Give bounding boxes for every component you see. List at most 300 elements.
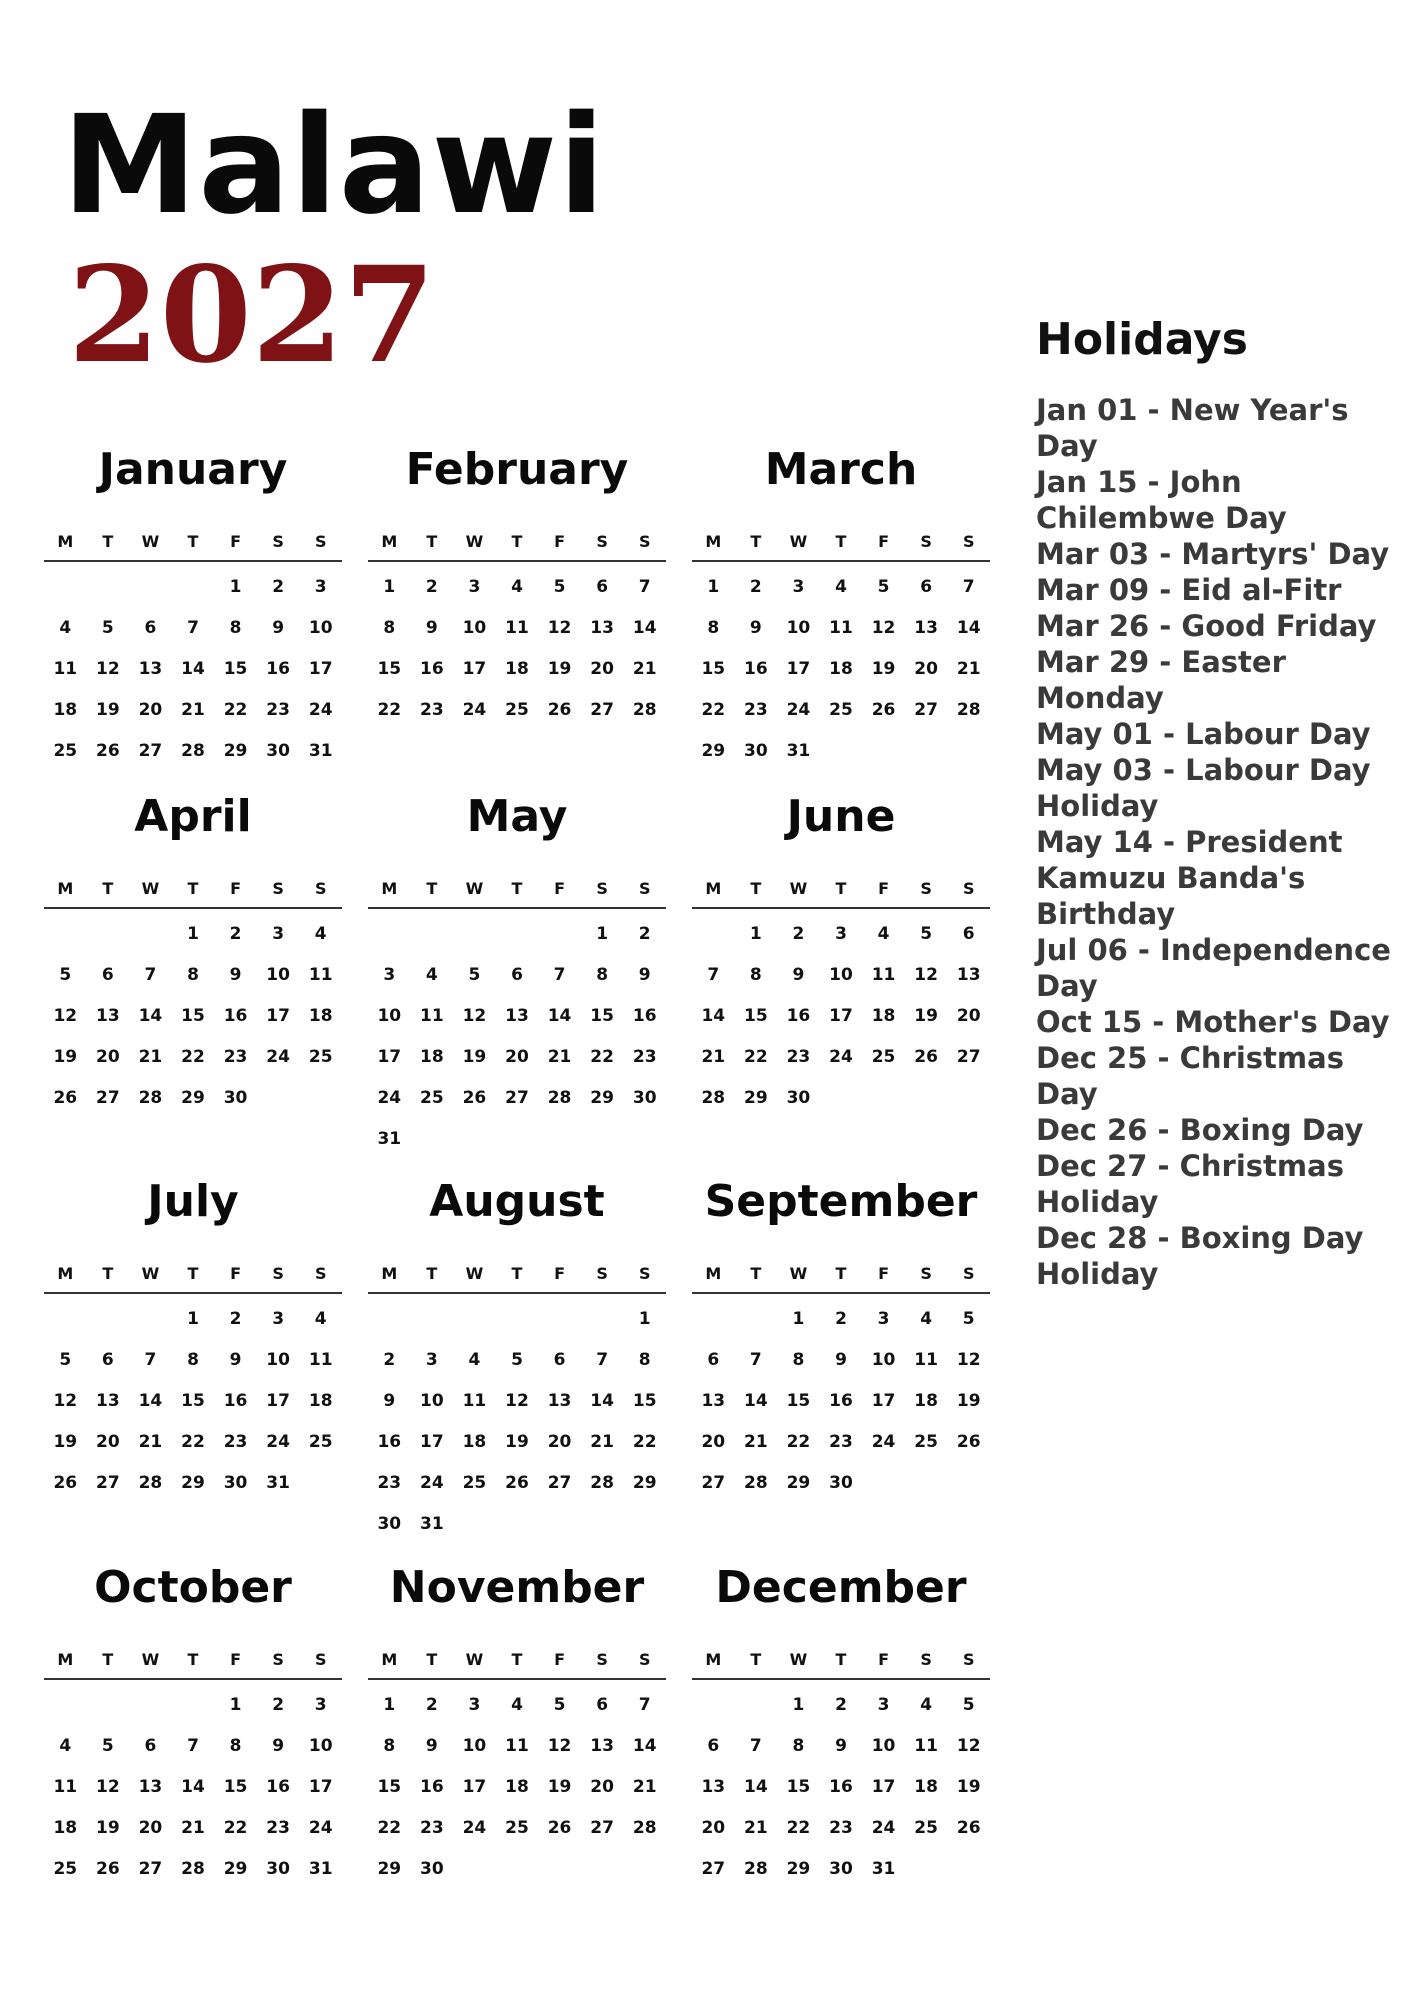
month-august [368, 1176, 666, 1554]
day-cell: 25 [505, 1818, 529, 1838]
day-cell: 23 [786, 1047, 811, 1067]
weekday-label: S [272, 1264, 284, 1283]
weekday-label: S [920, 879, 932, 898]
day-cell: 24 [266, 1047, 290, 1067]
empty-day-cell [129, 923, 172, 964]
day-cell: 18 [308, 1391, 333, 1411]
day-cell: 4 [511, 1695, 523, 1715]
day-cell: 3 [792, 577, 805, 597]
day-cell: 16 [266, 659, 290, 679]
holiday-item: Mar 26 - Good Friday [1036, 609, 1377, 643]
day-cell: 6 [144, 1736, 157, 1756]
day-cell: 10 [420, 1391, 444, 1411]
day-cell: 8 [596, 965, 609, 985]
day-cell: 4 [468, 1350, 481, 1370]
weekday-label: W [465, 1650, 484, 1669]
month-july [44, 1176, 342, 1513]
day-cell: 5 [553, 577, 566, 597]
day-cell: 17 [786, 659, 811, 679]
weekday-header [44, 1650, 342, 1680]
empty-day-cell [87, 1694, 130, 1735]
holiday-item: Dec 27 - Christmas Holiday [1036, 1149, 1344, 1219]
day-cell: 30 [266, 741, 290, 761]
weekday-label: W [465, 1264, 484, 1283]
day-cell: 9 [229, 1350, 242, 1370]
day-cell: 24 [462, 700, 487, 720]
weekday-label: S [638, 879, 651, 898]
weekday-label: S [638, 1650, 651, 1669]
day-cell: 15 [632, 1391, 657, 1411]
day-cell: 11 [829, 618, 853, 638]
day-cell: 9 [792, 965, 805, 985]
day-cell: 1 [792, 1309, 805, 1329]
day-cell: 9 [835, 1350, 847, 1370]
day-cell: 4 [920, 1309, 933, 1329]
day-cell: 17 [308, 659, 333, 679]
day-cell: 14 [590, 1391, 614, 1411]
day-cell: 20 [590, 1777, 614, 1797]
weekday-label: S [596, 532, 608, 551]
day-cell: 10 [266, 1350, 290, 1370]
day-cell: 26 [871, 700, 896, 720]
day-cell: 27 [914, 700, 938, 720]
weekday-label: S [638, 1264, 651, 1283]
day-cell: 8 [792, 1350, 805, 1370]
day-cell: 18 [462, 1432, 487, 1452]
weekday-label: T [426, 532, 438, 551]
holiday-item: Mar 29 - Easter Monday [1036, 645, 1286, 715]
day-cell: 20 [590, 659, 614, 679]
day-cell: 11 [914, 1736, 938, 1756]
day-cell: 7 [144, 1350, 157, 1370]
weekday-label: T [511, 532, 523, 551]
day-cell: 12 [871, 618, 896, 638]
day-cell: 18 [53, 700, 78, 720]
holiday-item: Mar 03 - Martyrs' Day [1036, 537, 1390, 571]
empty-day-cell [692, 1694, 735, 1735]
weekday-label: F [230, 879, 242, 898]
day-cell: 27 [138, 1859, 163, 1879]
day-cell: 2 [383, 1350, 396, 1370]
empty-day-cell [368, 1308, 411, 1349]
weekday-label: F [230, 1650, 242, 1669]
day-cell: 22 [786, 1432, 811, 1452]
weekday-label: M [57, 1650, 74, 1669]
day-cell: 25 [462, 1473, 487, 1493]
weekday-label: S [962, 1264, 975, 1283]
day-cell: 28 [744, 1473, 768, 1493]
day-cell: 27 [96, 1473, 120, 1493]
day-grid [368, 1694, 666, 1899]
day-cell: 13 [590, 618, 614, 638]
day-cell: 11 [505, 1736, 529, 1756]
weekday-label: T [187, 879, 199, 898]
day-cell: 28 [632, 700, 657, 720]
month-name: November [389, 1562, 645, 1613]
day-cell: 21 [744, 1818, 768, 1838]
day-cell: 28 [956, 700, 981, 720]
day-cell: 18 [829, 659, 853, 679]
year-title: 2027 [68, 238, 436, 393]
weekday-label: F [554, 532, 566, 551]
day-grid [44, 1694, 342, 1899]
day-cell: 19 [956, 1391, 981, 1411]
day-cell: 6 [596, 577, 609, 597]
day-cell: 26 [505, 1473, 529, 1493]
day-cell: 29 [786, 1859, 811, 1879]
day-cell: 13 [956, 965, 981, 985]
day-cell: 4 [59, 1736, 72, 1756]
holiday-item: Mar 09 - Eid al-Fitr [1036, 573, 1342, 607]
day-cell: 9 [229, 965, 242, 985]
weekday-label: S [920, 532, 932, 551]
day-cell: 7 [638, 1695, 651, 1715]
weekday-label: T [511, 879, 523, 898]
day-cell: 6 [707, 1736, 720, 1756]
weekday-header [692, 879, 990, 909]
weekday-label: T [426, 1264, 438, 1283]
weekday-label: T [187, 1264, 199, 1283]
empty-day-cell [735, 1308, 778, 1349]
day-cell: 14 [632, 1736, 657, 1756]
day-cell: 14 [956, 618, 981, 638]
weekday-label: M [57, 532, 74, 551]
day-cell: 17 [829, 1006, 853, 1026]
day-cell: 5 [877, 577, 890, 597]
holiday-item: May 14 - President Kamuzu Banda's Birthday [1036, 825, 1343, 931]
day-cell: 18 [914, 1391, 938, 1411]
day-cell: 10 [266, 965, 290, 985]
empty-day-cell [538, 1308, 581, 1349]
day-cell: 23 [829, 1818, 853, 1838]
day-cell: 22 [744, 1047, 768, 1067]
day-cell: 24 [420, 1473, 444, 1493]
day-cell: 2 [272, 1695, 285, 1715]
weekday-label: T [750, 1650, 762, 1669]
day-cell: 6 [962, 924, 975, 944]
weekday-label: F [878, 879, 890, 898]
day-cell: 27 [701, 1859, 726, 1879]
day-cell: 23 [377, 1473, 402, 1493]
day-cell: 7 [749, 1350, 762, 1370]
weekday-header [692, 1264, 990, 1294]
day-cell: 13 [701, 1777, 726, 1797]
day-cell: 1 [229, 1695, 242, 1715]
weekday-header [44, 532, 342, 562]
empty-day-cell [453, 1308, 496, 1349]
day-cell: 27 [96, 1088, 120, 1108]
month-april [44, 791, 342, 1128]
weekday-label: T [102, 1264, 114, 1283]
day-cell: 10 [308, 1736, 333, 1756]
day-cell: 23 [829, 1432, 853, 1452]
day-cell: 8 [383, 618, 396, 638]
day-cell: 24 [308, 1818, 333, 1838]
day-cell: 13 [138, 659, 163, 679]
weekday-label: T [835, 1264, 847, 1283]
empty-day-cell [368, 923, 411, 964]
day-cell: 7 [144, 965, 157, 985]
weekday-label: T [511, 1650, 523, 1669]
day-cell: 22 [223, 1818, 248, 1838]
day-cell: 8 [792, 1736, 805, 1756]
weekday-label: S [596, 879, 608, 898]
weekday-label: M [381, 879, 398, 898]
empty-day-cell [129, 576, 172, 617]
day-cell: 11 [53, 1777, 78, 1797]
day-cell: 29 [223, 741, 248, 761]
empty-day-cell [411, 923, 454, 964]
weekday-label: S [920, 1650, 932, 1669]
day-cell: 14 [181, 1777, 205, 1797]
day-cell: 24 [266, 1432, 290, 1452]
day-cell: 28 [138, 1473, 163, 1493]
day-cell: 1 [187, 1309, 199, 1329]
day-cell: 23 [632, 1047, 657, 1067]
day-cell: 26 [53, 1088, 78, 1108]
day-cell: 22 [377, 1818, 402, 1838]
day-cell: 5 [59, 965, 72, 985]
day-cell: 26 [53, 1473, 78, 1493]
day-cell: 11 [914, 1350, 938, 1370]
day-cell: 9 [835, 1736, 847, 1756]
empty-day-cell [172, 576, 215, 617]
day-cell: 17 [377, 1047, 402, 1067]
month-name: August [429, 1176, 605, 1227]
day-cell: 12 [547, 1736, 572, 1756]
month-name: September [704, 1176, 978, 1227]
day-cell: 31 [308, 741, 333, 761]
day-cell: 25 [505, 700, 529, 720]
weekday-label: T [835, 532, 847, 551]
day-cell: 6 [920, 577, 933, 597]
day-cell: 24 [308, 700, 333, 720]
day-cell: 16 [377, 1432, 402, 1452]
day-cell: 24 [462, 1818, 487, 1838]
empty-day-cell [172, 1694, 215, 1735]
weekday-label: T [835, 1650, 847, 1669]
month-name: October [94, 1562, 292, 1613]
empty-day-cell [496, 1308, 539, 1349]
weekday-label: S [314, 532, 327, 551]
day-cell: 26 [956, 1432, 981, 1452]
day-cell: 3 [468, 577, 481, 597]
day-cell: 25 [53, 1859, 78, 1879]
day-cell: 1 [596, 924, 609, 944]
day-grid [692, 1308, 990, 1513]
day-cell: 10 [462, 618, 487, 638]
month-january [44, 444, 342, 781]
weekday-label: T [511, 1264, 523, 1283]
day-cell: 29 [786, 1473, 811, 1493]
day-cell: 19 [53, 1432, 78, 1452]
empty-day-cell [87, 923, 130, 964]
day-cell: 12 [53, 1391, 78, 1411]
day-cell: 7 [962, 577, 975, 597]
day-cell: 3 [835, 924, 847, 944]
empty-day-cell [44, 576, 87, 617]
day-cell: 5 [59, 1350, 72, 1370]
day-cell: 16 [829, 1391, 853, 1411]
day-cell: 23 [223, 1047, 248, 1067]
month-name: December [715, 1562, 967, 1613]
day-cell: 19 [96, 1818, 120, 1838]
weekday-label: W [141, 1650, 160, 1669]
day-cell: 20 [138, 700, 163, 720]
weekday-label: S [314, 1650, 327, 1669]
day-cell: 15 [181, 1391, 205, 1411]
day-cell: 19 [914, 1006, 938, 1026]
day-cell: 14 [547, 1006, 572, 1026]
day-cell: 9 [749, 618, 762, 638]
day-cell: 10 [377, 1006, 402, 1026]
day-cell: 27 [547, 1473, 572, 1493]
day-cell: 2 [229, 924, 242, 944]
day-cell: 31 [266, 1473, 290, 1493]
day-cell: 14 [138, 1391, 163, 1411]
day-cell: 1 [749, 924, 762, 944]
day-cell: 28 [138, 1088, 163, 1108]
day-cell: 13 [505, 1006, 529, 1026]
weekday-label: S [314, 879, 327, 898]
weekday-label: F [230, 1264, 242, 1283]
weekday-header [44, 879, 342, 909]
day-cell: 6 [101, 965, 114, 985]
day-grid [44, 576, 342, 781]
day-cell: 3 [877, 1309, 890, 1329]
day-cell: 2 [792, 924, 805, 944]
day-cell: 18 [914, 1777, 938, 1797]
holiday-item: May 01 - Labour Day [1036, 717, 1371, 751]
day-cell: 22 [701, 700, 726, 720]
day-cell: 15 [744, 1006, 768, 1026]
day-cell: 3 [272, 1309, 285, 1329]
weekday-label: S [314, 1264, 327, 1283]
holiday-item: Jan 15 - John Chilembwe Day [1036, 465, 1287, 535]
empty-day-cell [129, 1694, 172, 1735]
day-cell: 21 [744, 1432, 768, 1452]
day-cell: 12 [914, 965, 938, 985]
weekday-label: T [187, 1650, 199, 1669]
month-name: June [786, 791, 896, 842]
country-title: Malawi [62, 87, 606, 245]
empty-day-cell [496, 923, 539, 964]
holidays-panel [1036, 314, 1406, 1292]
day-cell: 4 [877, 924, 890, 944]
day-cell: 19 [956, 1777, 981, 1797]
day-cell: 1 [229, 577, 242, 597]
day-cell: 1 [638, 1309, 651, 1329]
day-cell: 18 [53, 1818, 78, 1838]
month-december [692, 1562, 990, 1899]
day-cell: 9 [638, 965, 651, 985]
day-cell: 10 [829, 965, 853, 985]
day-cell: 8 [187, 965, 199, 985]
day-cell: 21 [181, 1818, 205, 1838]
day-cell: 23 [266, 700, 290, 720]
weekday-label: W [789, 879, 808, 898]
month-september [692, 1176, 990, 1513]
day-cell: 3 [425, 1350, 438, 1370]
day-cell: 15 [786, 1391, 811, 1411]
day-cell: 15 [786, 1777, 811, 1797]
day-cell: 25 [914, 1818, 938, 1838]
day-cell: 5 [553, 1695, 566, 1715]
empty-day-cell [453, 923, 496, 964]
day-cell: 29 [590, 1088, 614, 1108]
day-cell: 6 [511, 965, 523, 985]
day-cell: 25 [53, 741, 78, 761]
day-cell: 28 [701, 1088, 726, 1108]
weekday-label: T [187, 532, 199, 551]
day-cell: 19 [505, 1432, 529, 1452]
weekday-label: M [705, 1650, 722, 1669]
month-june [692, 791, 990, 1128]
day-cell: 18 [871, 1006, 896, 1026]
holiday-item: Oct 15 - Mother's Day [1036, 1005, 1390, 1039]
day-grid [368, 923, 666, 1169]
day-cell: 19 [96, 700, 120, 720]
day-cell: 24 [871, 1818, 896, 1838]
empty-day-cell [87, 1308, 130, 1349]
weekday-label: W [789, 1264, 808, 1283]
month-november [368, 1562, 666, 1899]
day-cell: 18 [505, 1777, 529, 1797]
day-cell: 29 [223, 1859, 248, 1879]
day-cell: 5 [511, 1350, 523, 1370]
day-cell: 12 [96, 1777, 120, 1797]
day-cell: 7 [749, 1736, 762, 1756]
weekday-label: M [57, 1264, 74, 1283]
day-cell: 21 [138, 1432, 163, 1452]
holiday-item: Jul 06 - Independence Day [1036, 933, 1391, 1003]
weekday-header [368, 532, 666, 562]
day-cell: 12 [505, 1391, 529, 1411]
weekday-label: M [705, 1264, 722, 1283]
day-cell: 7 [553, 965, 566, 985]
weekday-header [692, 532, 990, 562]
day-cell: 20 [96, 1432, 120, 1452]
day-cell: 21 [590, 1432, 614, 1452]
day-cell: 4 [835, 577, 847, 597]
weekday-label: F [878, 532, 890, 551]
day-cell: 13 [138, 1777, 163, 1797]
day-cell: 22 [590, 1047, 614, 1067]
day-cell: 27 [138, 741, 163, 761]
day-cell: 7 [707, 965, 720, 985]
day-cell: 30 [223, 1473, 248, 1493]
day-cell: 14 [744, 1777, 768, 1797]
day-cell: 28 [181, 741, 205, 761]
month-name: February [405, 444, 629, 495]
day-cell: 10 [786, 618, 811, 638]
day-cell: 7 [187, 1736, 199, 1756]
day-cell: 2 [272, 577, 285, 597]
empty-day-cell [692, 923, 735, 964]
day-cell: 13 [547, 1391, 572, 1411]
day-cell: 18 [308, 1006, 333, 1026]
day-cell: 28 [547, 1088, 572, 1108]
day-cell: 1 [187, 924, 199, 944]
day-cell: 13 [914, 618, 938, 638]
day-cell: 30 [632, 1088, 657, 1108]
day-cell: 10 [462, 1736, 487, 1756]
month-may [368, 791, 666, 1169]
weekday-label: T [750, 879, 762, 898]
day-cell: 17 [266, 1006, 290, 1026]
day-cell: 22 [181, 1432, 205, 1452]
empty-day-cell [538, 923, 581, 964]
